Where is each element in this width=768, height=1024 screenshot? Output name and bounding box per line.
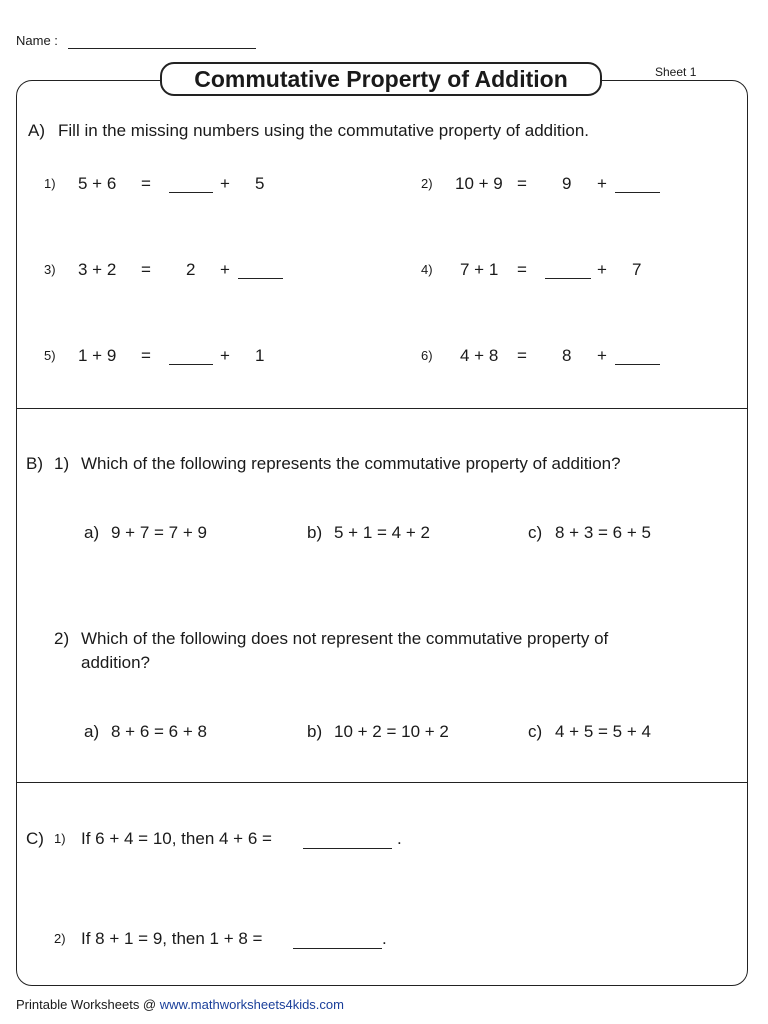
problem-1-equals: = [141, 174, 151, 193]
problem-5-expression: 1 + 9 [78, 346, 117, 365]
footer [16, 997, 344, 1012]
section-b-q1-option-b-letter: b) [307, 523, 323, 542]
section-c-q1-number: 1) [54, 831, 66, 846]
problem-6-number: 6) [421, 348, 433, 363]
section-b-q1-option-a[interactable]: 9 + 7 = 7 + 9 [111, 523, 207, 542]
problem-6-equals: = [517, 346, 527, 365]
problem-1-expression: 5 + 6 [78, 174, 117, 193]
problem-3-plus: + [220, 260, 230, 279]
sheet-label: Sheet 1 [655, 65, 697, 79]
section-c-q2-text: If 8 + 1 = 9, then 1 + 8 = [81, 929, 263, 948]
section-b-q1-number: 1) [54, 454, 70, 473]
problem-6-answer-blank[interactable] [615, 364, 660, 365]
section-b-q2-option-b-letter: b) [307, 722, 323, 741]
problem-5-equals: = [141, 346, 151, 365]
section-b-q2-option-c-letter: c) [528, 722, 543, 741]
section-b-q1-option-c[interactable]: 8 + 3 = 6 + 5 [555, 523, 651, 542]
section-divider-b-c [16, 782, 748, 783]
section-b-q1-option-c-letter: c) [528, 523, 543, 542]
problem-2-expression: 10 + 9 [455, 174, 503, 193]
problem-5-answer-blank[interactable] [169, 364, 213, 365]
problem-1-number: 1) [44, 176, 56, 191]
footer-prefix: Printable Worksheets @ [16, 997, 160, 1012]
section-b-label: B) [26, 454, 43, 473]
section-b-q2-text-line1: Which of the following does not represent the commutative property of [81, 629, 609, 648]
worksheet-title: Commutative Property of Addition [160, 62, 602, 96]
footer-link[interactable]: www.mathworksheets4kids.com [159, 997, 344, 1012]
problem-4-number: 4) [421, 262, 433, 277]
section-a-label: A) [28, 121, 45, 140]
section-c-q2-number: 2) [54, 931, 66, 946]
problem-4-answer-blank[interactable] [545, 278, 591, 279]
problem-4-addend: 7 [632, 260, 642, 279]
problem-3-equals: = [141, 260, 151, 279]
problem-4-expression: 7 + 1 [460, 260, 499, 279]
section-c-q1-period: . [397, 829, 402, 848]
problem-4-equals: = [517, 260, 527, 279]
section-c-label: C) [26, 829, 44, 848]
problem-6-addend: 8 [562, 346, 572, 365]
section-b-q1-text: Which of the following represents the commutative property of addition? [81, 454, 621, 473]
problem-5-addend: 1 [255, 346, 265, 365]
problem-5-plus: + [220, 346, 230, 365]
section-b-q1-option-a-letter: a) [84, 523, 100, 542]
section-divider-a-b [16, 408, 748, 409]
section-c-q2-period: . [382, 929, 387, 948]
problem-1-addend: 5 [255, 174, 265, 193]
section-b-q2-text-line2: addition? [81, 653, 151, 672]
section-b-q2-option-c[interactable]: 4 + 5 = 5 + 4 [555, 722, 651, 741]
problem-2-number: 2) [421, 176, 433, 191]
problem-4-plus: + [597, 260, 607, 279]
section-b-q2-option-a[interactable]: 8 + 6 = 6 + 8 [111, 722, 207, 741]
name-label: Name : [16, 33, 58, 48]
name-field[interactable] [68, 48, 256, 49]
problem-5-number: 5) [44, 348, 56, 363]
problem-6-plus: + [597, 346, 607, 365]
problem-3-addend: 2 [186, 260, 196, 279]
problem-2-plus: + [597, 174, 607, 193]
section-b-q1-option-b[interactable]: 5 + 1 = 4 + 2 [334, 523, 430, 542]
section-c-q2-answer-blank[interactable] [293, 948, 382, 949]
problem-2-addend: 9 [562, 174, 572, 193]
section-b-q2-option-a-letter: a) [84, 722, 100, 741]
problem-2-equals: = [517, 174, 527, 193]
section-a-instruction: Fill in the missing numbers using the commutative property of addition. [58, 121, 590, 140]
problem-2-answer-blank[interactable] [615, 192, 660, 193]
problem-3-answer-blank[interactable] [238, 278, 283, 279]
problem-6-expression: 4 + 8 [460, 346, 499, 365]
problem-1-plus: + [220, 174, 230, 193]
section-c-q1-text: If 6 + 4 = 10, then 4 + 6 = [81, 829, 272, 848]
problem-1-answer-blank[interactable] [169, 192, 213, 193]
problem-3-expression: 3 + 2 [78, 260, 117, 279]
section-b-q2-number: 2) [54, 629, 70, 648]
section-c-q1-answer-blank[interactable] [303, 848, 392, 849]
section-b-q2-option-b[interactable]: 10 + 2 = 10 + 2 [334, 722, 449, 741]
problem-3-number: 3) [44, 262, 56, 277]
